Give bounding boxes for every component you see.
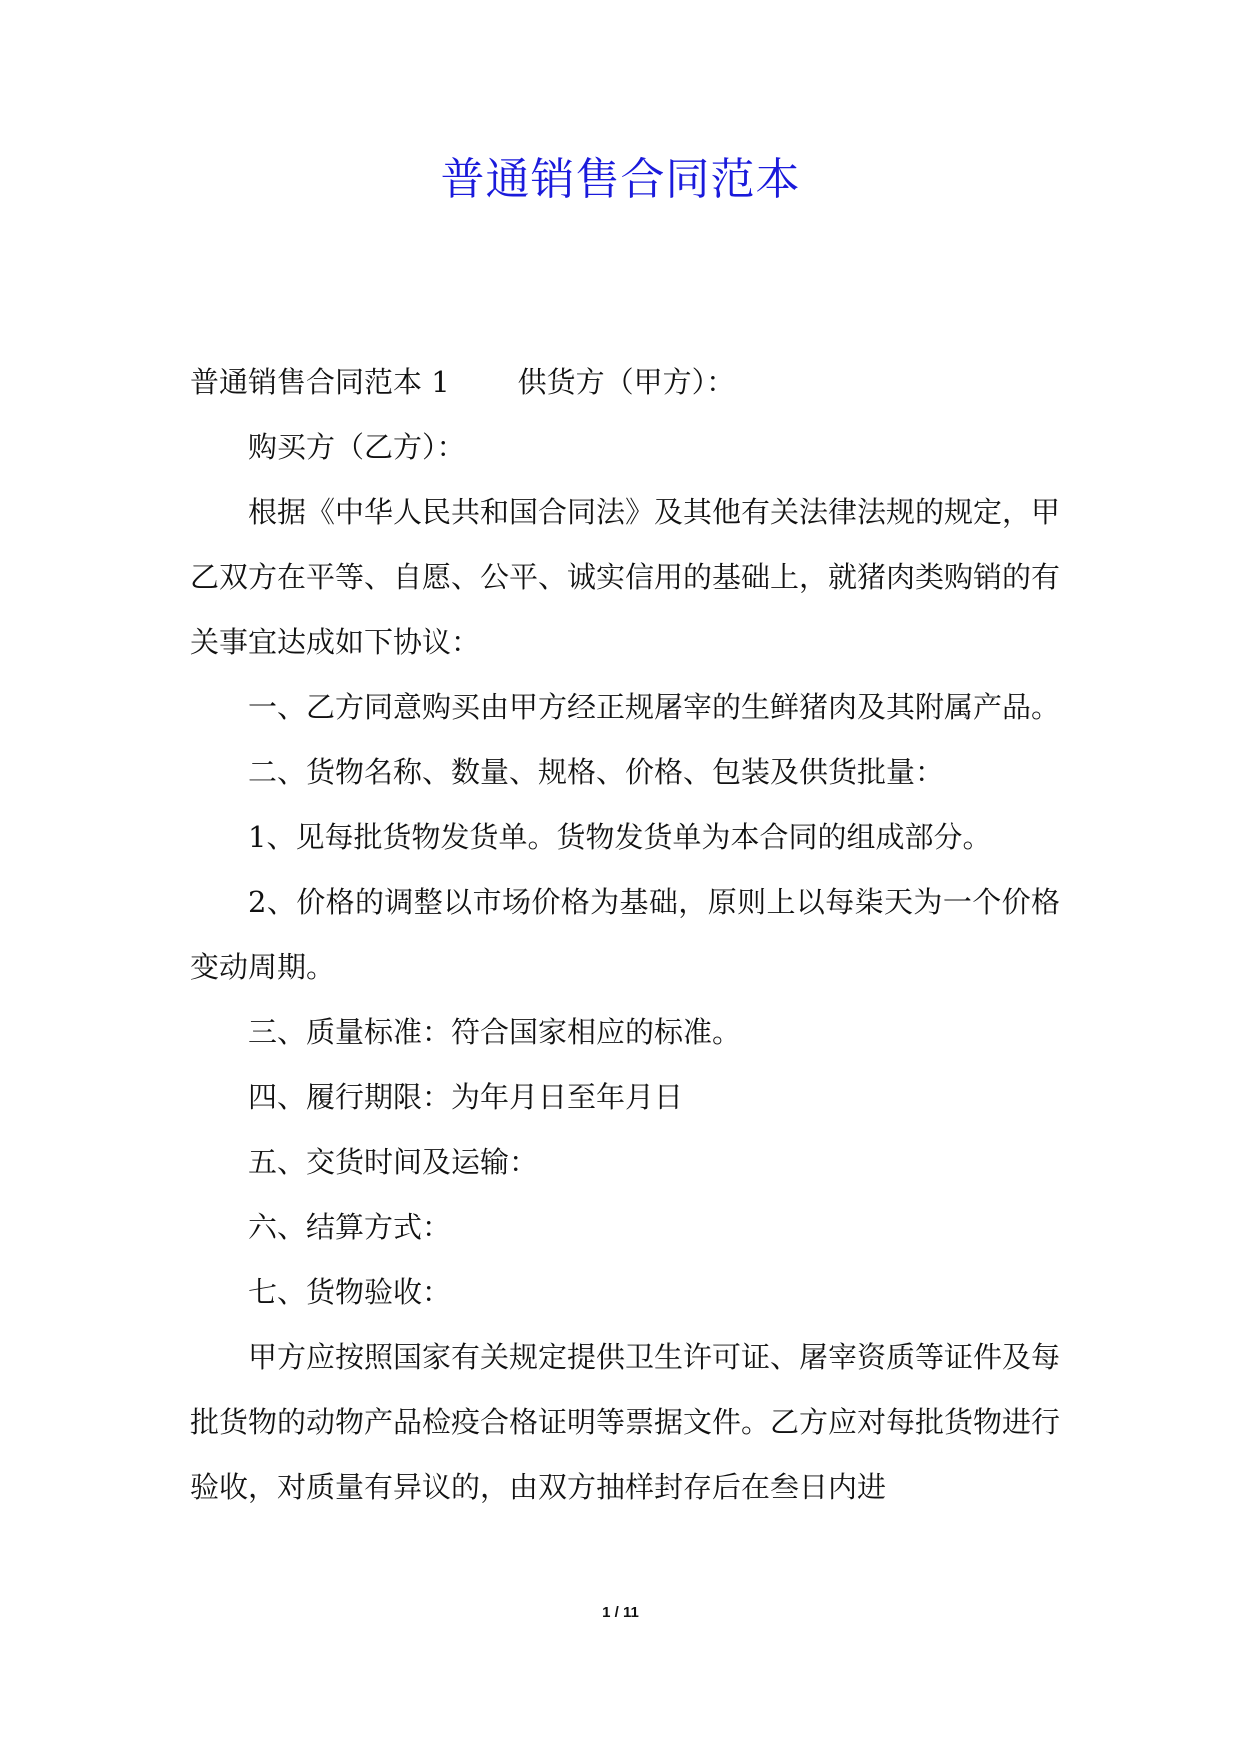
paragraph-clause-1: 一、乙方同意购买由甲方经正规屠宰的生鲜猪肉及其附属产品。 (248, 690, 1061, 724)
paragraph-clause-2-item-2: 2、价格的调整以市场价格为基础，原则上以每柒天为一个价格变动周期。 (190, 885, 1060, 984)
paragraph-clause-5: 五、交货时间及运输： (248, 1145, 539, 1179)
page-number: 1 / 11 (602, 1604, 639, 1621)
first-line (190, 350, 1060, 415)
paragraph-clause-4: 四、履行期限：为年月日至年月日 (248, 1080, 684, 1114)
paragraph-buyer: 购买方（乙方）： (248, 430, 466, 464)
document-body (190, 350, 1060, 1520)
supplier-label: 供货方（甲方）： (517, 365, 736, 399)
paragraph-inspection: 甲方应按照国家有关规定提供卫生许可证、屠宰资质等证件及每批货物的动物产品检疫合格证明等票据文件。乙方应对每批货物进行验收，对质量有异议的，由双方抽样封存后在叁日内进 (190, 1340, 1061, 1504)
paragraph-clause-7: 七、货物验收： (248, 1275, 452, 1309)
document-title: 普通销售合同范本 (440, 154, 801, 205)
paragraph-clause-2-item-1: 1、见每批货物发货单。货物发货单为本合同的组成部分。 (248, 820, 992, 854)
contract-heading: 普通销售合同范本 1 (190, 365, 450, 399)
paragraph-clause-3: 三、质量标准：符合国家相应的标准。 (248, 1015, 742, 1049)
paragraph-preamble: 根据《中华人民共和国合同法》及其他有关法律法规的规定，甲乙双方在平等、自愿、公平、诚实信用的基础上，就猪肉类购销的有关事宜达成如下协议： (190, 495, 1061, 659)
paragraph-clause-6: 六、结算方式： (248, 1210, 452, 1244)
paragraph-clause-2: 二、货物名称、数量、规格、价格、包装及供货批量： (248, 755, 945, 789)
